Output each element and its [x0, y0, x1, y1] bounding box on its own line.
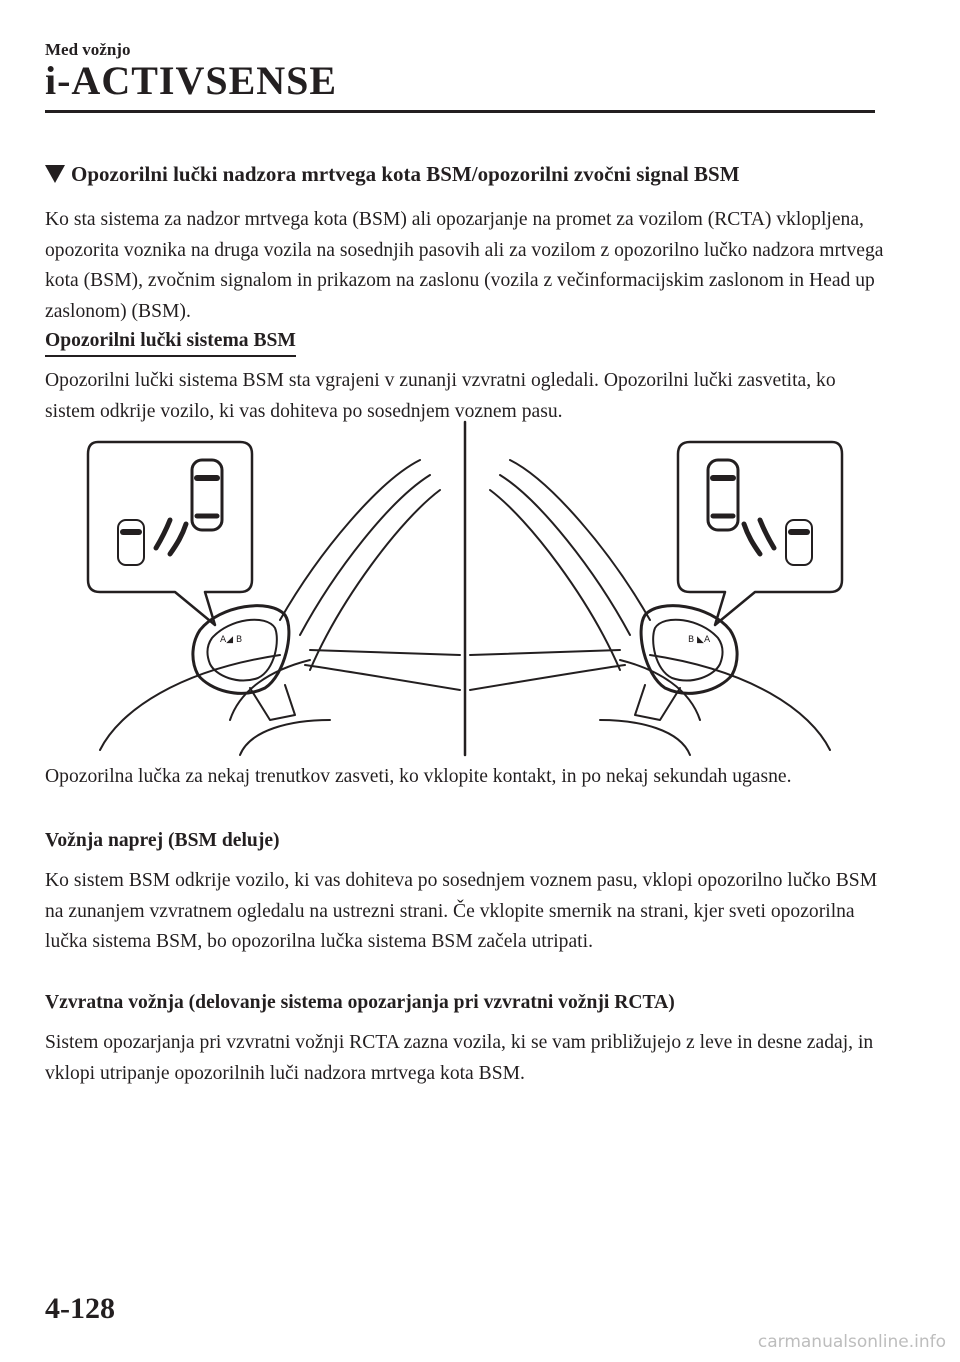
section-heading: [45, 162, 740, 187]
page-title: i-ACTIVSENSE: [45, 58, 338, 103]
reverse-paragraph: Sistem opozarjanja pri vzvratni vožnji RCTA zazna vozila, ki se vam približujejo z leve in desne zadaj, in vklopi utripanje opozorilnih luči nadzora mrtvega kota BSM.: [45, 1032, 874, 1084]
breadcrumb: Med vožnjo: [45, 40, 131, 59]
page-number: 4-128: [45, 1292, 115, 1325]
svg-text:A◢ B: A◢ B: [220, 635, 243, 645]
left-callout-bubble: [88, 442, 252, 625]
reverse-heading: Vzvratna vožnja (delovanje sistema opozarjanja pri vzvratni vožnji RCTA): [45, 992, 675, 1013]
left-mirror: [193, 606, 295, 720]
own-car-icon: [192, 460, 222, 530]
svg-text:B ◣A: B ◣A: [688, 635, 711, 645]
left-car-body: [100, 460, 460, 755]
bsm-mirror-illustration: [80, 420, 850, 760]
intro-paragraph: Ko sta sistema za nadzor mrtvega kota (BSM) ali opozarjanje na promet za vozilom (RCTA) vklopljena, opozorita voznika na druga vozila na sosednjih pasovih ali za vozilom z opozorilno lučko nadzora mrtvega kota (BSM), zvočnim signalom in prikazom na zaslonu (vozila z večinformacijskim zaslonom in Head up zaslonom) (BSM).: [45, 209, 884, 322]
right-car-body: [470, 442, 842, 755]
title-divider: [45, 110, 875, 113]
lights-paragraph: Opozorilni lučki sistema BSM sta vgrajeni v zunanji vzvratni ogledali. Opozorilni lučki zasvetita, ko sistem odkrije vozilo, ki vas dohiteva po sosednjem voznem pasu.: [45, 370, 836, 422]
forward-paragraph: Ko sistem BSM odkrije vozilo, ki vas dohiteva po sosednjem voznem pasu, vklopi opozorilno lučko BSM na zunanjem vzvratnem ogledalu na ustrezni strani. Če vklopite smernik na strani, kjer sveti opozorilna lučka sistema BSM, bo opozorilna lučka sistema BSM začela utripati.: [45, 870, 878, 953]
forward-heading: Vožnja naprej (BSM deluje): [45, 830, 280, 851]
triangle-bullet-icon: [45, 165, 65, 183]
lights-heading: Opozorilni lučki sistema BSM: [45, 330, 296, 357]
after-figure-paragraph: Opozorilna lučka za nekaj trenutkov zasveti, ko vklopite kontakt, in po nekaj sekundah ugasne.: [45, 766, 792, 787]
approaching-car-icon: [118, 520, 144, 565]
section-heading-text: Opozorilni lučki nadzora mrtvega kota BSM/opozorilni zvočni signal BSM: [71, 162, 740, 186]
watermark: carmanualsonline.info: [757, 1332, 946, 1352]
